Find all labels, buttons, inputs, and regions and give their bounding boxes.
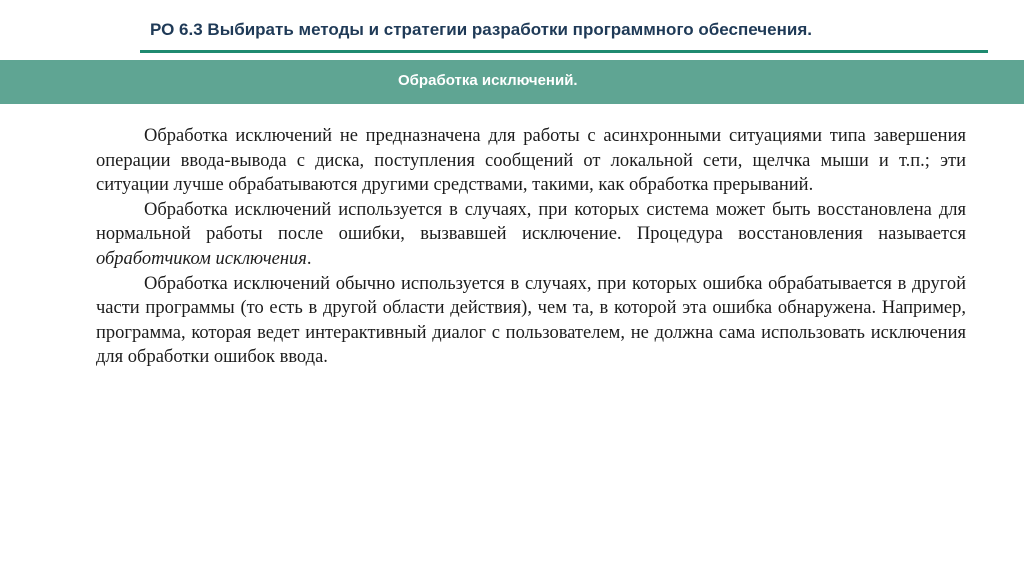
paragraph-3: Обработка исключений обычно используется в случаях, при которых ошибка обрабатывается в другой части программы (то есть в другой области действия), чем та, в которой эта ошибка обнаружена. Например, программа, которая ведет интерактивный диалог с пользователем, не должна сама использовать исключения для обработки ошибок ввода. [96,273,966,368]
paragraph-2-text: Обработка исключений используется в случаях, при которых система может быть восстановлена для нормальной работы после ошибки, вызвавшей исключение. Процедура восстановления называется [96,199,966,245]
header-divider [140,50,988,53]
paragraph-1: Обработка исключений не предназначена для работы с асинхронными ситуациями типа завершения операции ввода-вывода с диска, поступления сообщений от локальной сети, щелчка мыши и т.п.; эти ситуации лучше обрабатываются другими средствами, такими, как обработка прерываний. [96,126,966,196]
slide-body-text [96,124,966,370]
section-title: Обработка исключений. [398,72,578,89]
paragraph-2-end: . [306,248,312,269]
slide-header-title: РО 6.3 Выбирать методы и стратегии разработки программного обеспечения. [150,20,812,39]
section-title-band [0,60,1024,104]
paragraph-2 [96,198,966,272]
paragraph-2-term: обработчиком исключения [96,248,307,269]
